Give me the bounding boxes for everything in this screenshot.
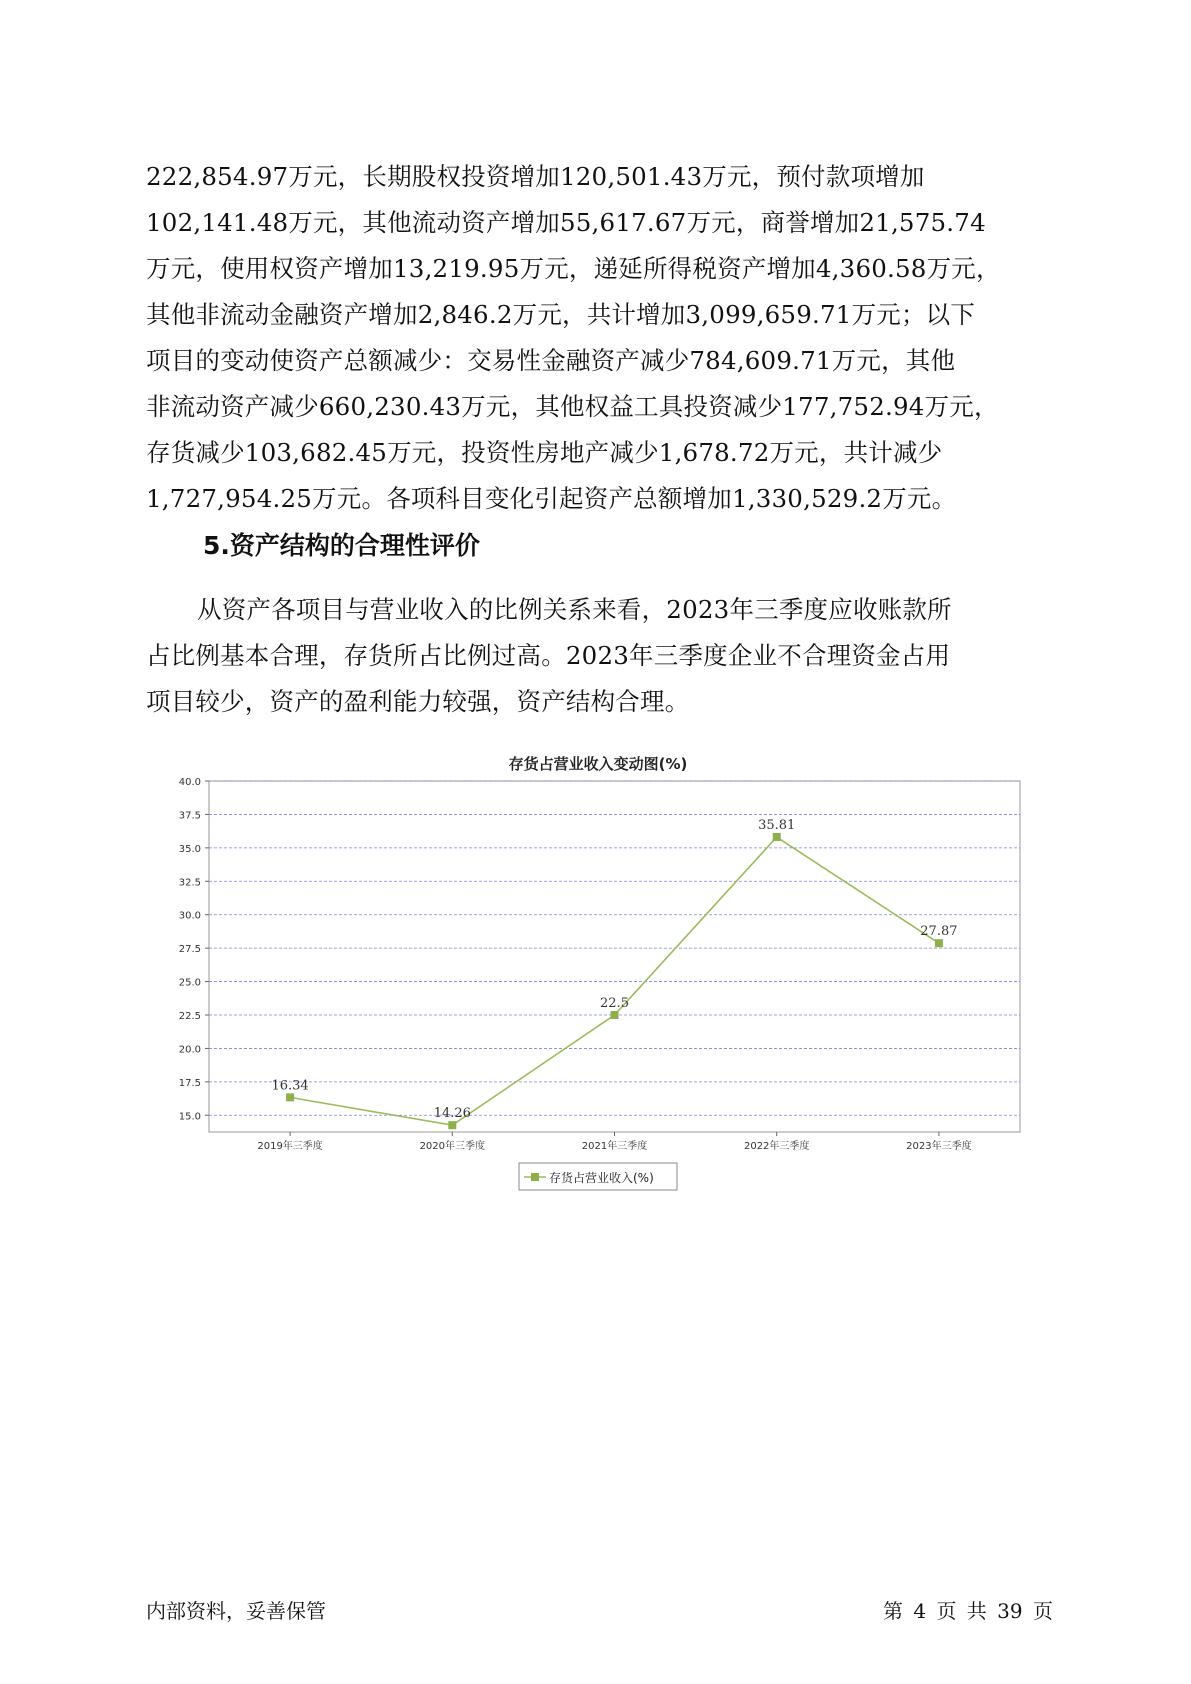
y-tick-label: 40.0 <box>178 777 201 788</box>
x-tick-label: 2021年三季度 <box>581 1141 648 1152</box>
y-tick-label: 35.0 <box>178 843 201 855</box>
x-tick-label: 2020年三季度 <box>419 1141 486 1152</box>
data-point <box>773 833 781 841</box>
x-axis <box>257 1132 971 1152</box>
plot-area <box>209 781 1020 1132</box>
y-tick-label: 27.5 <box>178 944 201 956</box>
data-label: 27.87 <box>920 924 958 940</box>
data-label: 22.5 <box>600 996 629 1011</box>
body-line: 102,141.48万元，其他流动资产增加55,617.67万元，商誉增加21,575.74 <box>146 208 986 237</box>
data-point <box>611 1011 619 1019</box>
x-tick-label: 2019年三季度 <box>257 1141 323 1152</box>
body-line: 项目的变动使资产总额减少：交易性金融资产减少784,609.71万元，其他 <box>146 346 956 375</box>
data-label: 35.81 <box>758 818 796 834</box>
body-line: 其他非流动金融资产增加2,846.2万元，共计增加3,099,659.71万元；以下 <box>146 300 976 329</box>
legend <box>519 1163 677 1190</box>
section-line: 项目较少，资产的盈利能力较强，资产结构合理。 <box>146 687 690 716</box>
y-tick-label: 30.0 <box>178 910 201 922</box>
y-tick-label: 25.0 <box>178 977 201 989</box>
y-tick-label: 22.5 <box>178 1011 201 1022</box>
footer-note: 内部资料，妥善保管 <box>146 1599 326 1623</box>
section-line: 从资产各项目与营业收入的比例关系来看，2023年三季度应收账款所 <box>197 595 952 624</box>
y-axis <box>179 777 209 1122</box>
body-line: 1,727,954.25万元。各项科目变化引起资产总额增加1,330,529.2万元。 <box>146 484 957 513</box>
body-line: 非流动资产减少660,230.43万元，其他权益工具投资减少177,752.94万元， <box>146 392 999 421</box>
section-line: 占比例基本合理，存货所占比例过高。2023年三季度企业不合理资金占用 <box>146 641 951 670</box>
body-line: 222,854.97万元，长期股权投资增加120,501.43万元，预付款项增加 <box>146 162 925 191</box>
y-tick-label: 37.5 <box>178 810 201 822</box>
section-heading: 5.资产结构的合理性评价 <box>203 531 480 560</box>
x-tick-label: 2023年三季度 <box>906 1141 972 1152</box>
page-number: 第 4 页 共 39 页 <box>883 1599 1053 1623</box>
x-tick-label: 2022年三季度 <box>743 1141 810 1152</box>
y-tick-label: 15.0 <box>178 1111 201 1123</box>
body-line: 存货减少103,682.45万元，投资性房地产减少1,678.72万元，共计减少 <box>146 438 943 467</box>
legend-label: 存货占营业收入(%) <box>549 1171 654 1185</box>
data-point <box>935 939 943 947</box>
data-point <box>286 1093 294 1101</box>
body-line: 万元，使用权资产增加13,219.95万元，递延所得税资产增加4,360.58万元， <box>146 254 1001 283</box>
data-point <box>448 1121 456 1129</box>
data-label: 16.34 <box>271 1078 309 1094</box>
data-label: 14.26 <box>433 1106 471 1122</box>
y-tick-label: 20.0 <box>178 1044 201 1056</box>
y-tick-label: 32.5 <box>178 877 201 889</box>
y-tick-label: 17.5 <box>178 1077 201 1089</box>
legend-marker <box>531 1173 539 1181</box>
chart-title: 存货占营业收入变动图(%) <box>508 755 688 773</box>
